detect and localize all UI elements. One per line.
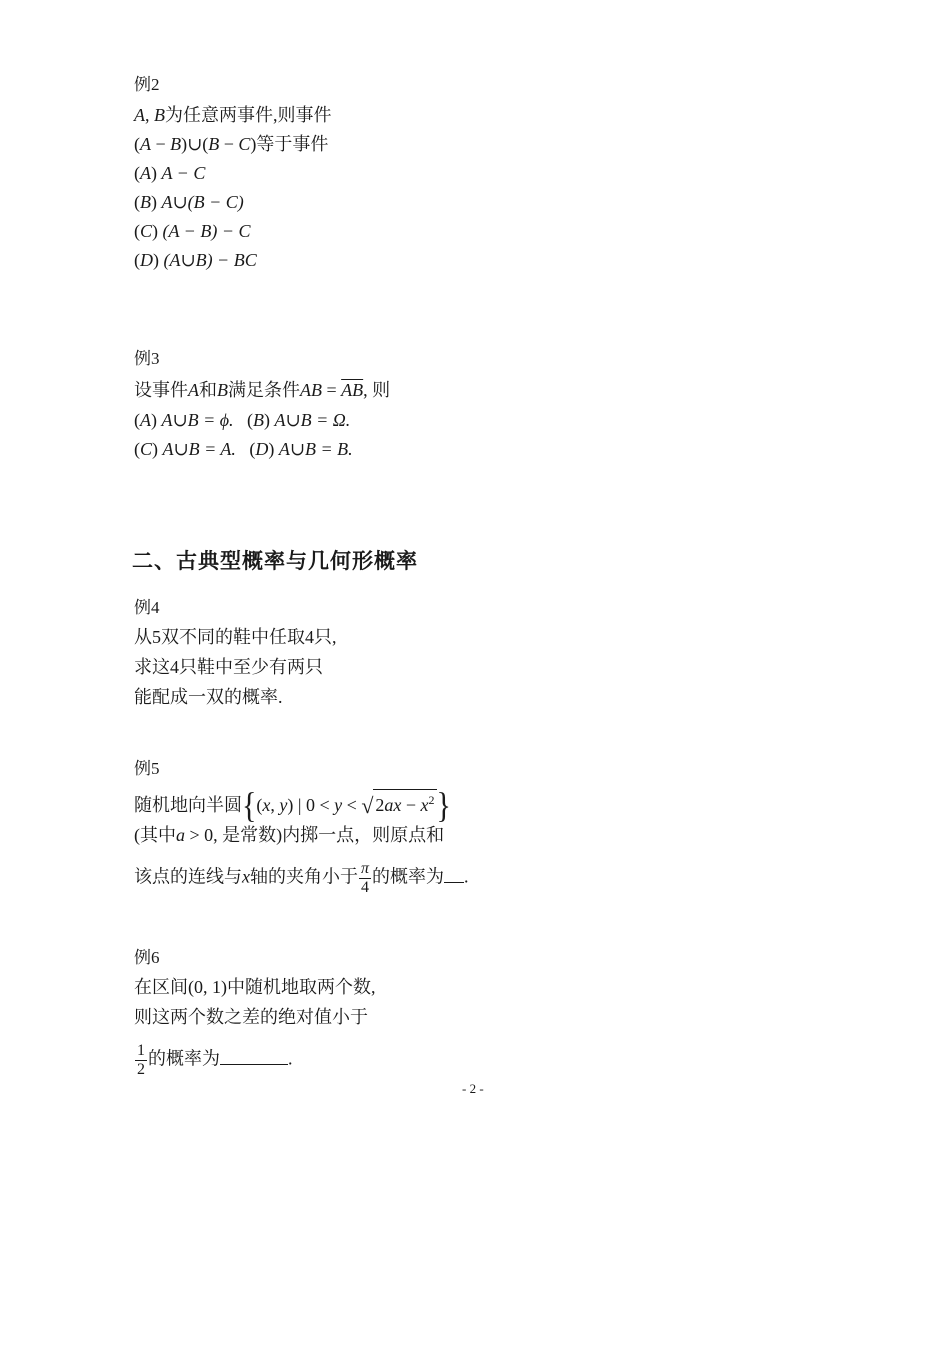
example-5-line-1: 随机地向半圆{(x, y) | 0 < y < √ $2ax - x^2$} [134, 785, 451, 826]
example-2-label: 例2 [134, 75, 160, 94]
example-6-line-3-text: 的概率为 [148, 1048, 220, 1069]
example-4-line-3: 能配成一双的概率. [134, 687, 283, 707]
example-5-label: 例5 [134, 759, 160, 778]
example-2-option-c: (C) (A − B) − C [134, 221, 251, 241]
example-2-option-a-text: A − C [161, 163, 206, 183]
answer-blank [220, 1050, 288, 1065]
example-6-line-1: 在区间(0, 1)中随机地取两个数, [134, 977, 376, 997]
example-5-line-2-prefix: (其中 [134, 825, 176, 845]
answer-blank [444, 868, 464, 883]
example-3-option-c-text: A∪B = A. [162, 439, 236, 459]
example-2-stem-text: 为任意两事件,则事件 [165, 105, 332, 125]
page-number: - 2 - [462, 1081, 484, 1096]
example-3-stem: 设事件A和B满足条件AB = $\overline{AB}$, 则 [134, 380, 391, 400]
example-3-option-b-text: A∪B = Ω. [274, 410, 351, 430]
pi-over-4-fraction: $\frac{\pi}{4}$ [361, 860, 370, 896]
example-3-stem-prefix: 设事件 [134, 380, 188, 400]
example-6-line-3: $\frac{1}{2}$ 的概率为 . [137, 1042, 293, 1078]
example-4-line-2: 求这4只鞋中至少有两只 [134, 657, 323, 677]
example-3-options-row-1: (A) A∪B = ϕ. (B) A∪B = Ω. [134, 410, 351, 430]
example-2-option-c-text: (A − B) − C [162, 221, 251, 241]
example-3-options-row-2: (C) A∪B = A. (D) A∪B = B. [134, 439, 353, 459]
example-3-option-a-text: A∪B = ϕ. [161, 410, 234, 430]
example-4-label: 例4 [134, 598, 160, 617]
example-2-stem-line-1: A, B为任意两事件,则事件 [134, 105, 332, 125]
example-5-line-3: 该点的连线与x轴的夹角小于 $\frac{\pi}{4}$ 的概率为 . [134, 860, 469, 896]
example-5-line-2: (其中a > 0, 是常数)内掷一点，则原点和 [134, 825, 445, 845]
example-3-stem-mid: 满足条件 [228, 380, 300, 400]
example-3-stem-and: 和 [199, 380, 217, 400]
example-2-option-b: (B) A∪(B − C) [134, 192, 244, 212]
example-6-line-1-suffix: 中随机地取两个数, [227, 977, 376, 997]
example-3-label: 例3 [134, 349, 160, 368]
example-4-line-1: 从5双不同的鞋中任取4只, [134, 627, 337, 647]
example-2-option-b-text: A∪(B − C) [161, 192, 244, 212]
example-3-option-d-text: A∪B = B. [278, 439, 353, 459]
example-2-stem-line-2: (A − B)∪(B − C)等于事件 [134, 134, 329, 154]
section-heading: 二、古典型概率与几何形概率 [132, 549, 418, 573]
example-3-stem-suffix: , 则 [363, 380, 391, 400]
example-2-option-d: (D) (A∪B) − BC [134, 250, 257, 270]
one-half-fraction: $\frac{1}{2}$ [137, 1042, 145, 1078]
example-5-line-2-suffix: , 是常数)内掷一点，则原点和 [213, 825, 445, 845]
example-2-option-a: (A) A − C [134, 163, 206, 183]
example-5-line-1-text: 随机地向半圆 [134, 795, 242, 815]
example-2-option-d-text: (A∪B) − BC [163, 250, 257, 270]
example-5-line-3-prefix: 该点的连线与 [134, 866, 242, 887]
example-2-stem-suffix: 等于事件 [256, 134, 329, 154]
example-5-line-3-suffix: 的概率为 [372, 866, 445, 887]
example-6-line-2: 则这两个数之差的绝对值小于 [134, 1007, 368, 1027]
example-5-line-3-mid: 轴的夹角小于 [250, 866, 358, 887]
example-6-label: 例6 [134, 948, 160, 967]
example-6-line-1-prefix: 在区间 [134, 977, 188, 997]
